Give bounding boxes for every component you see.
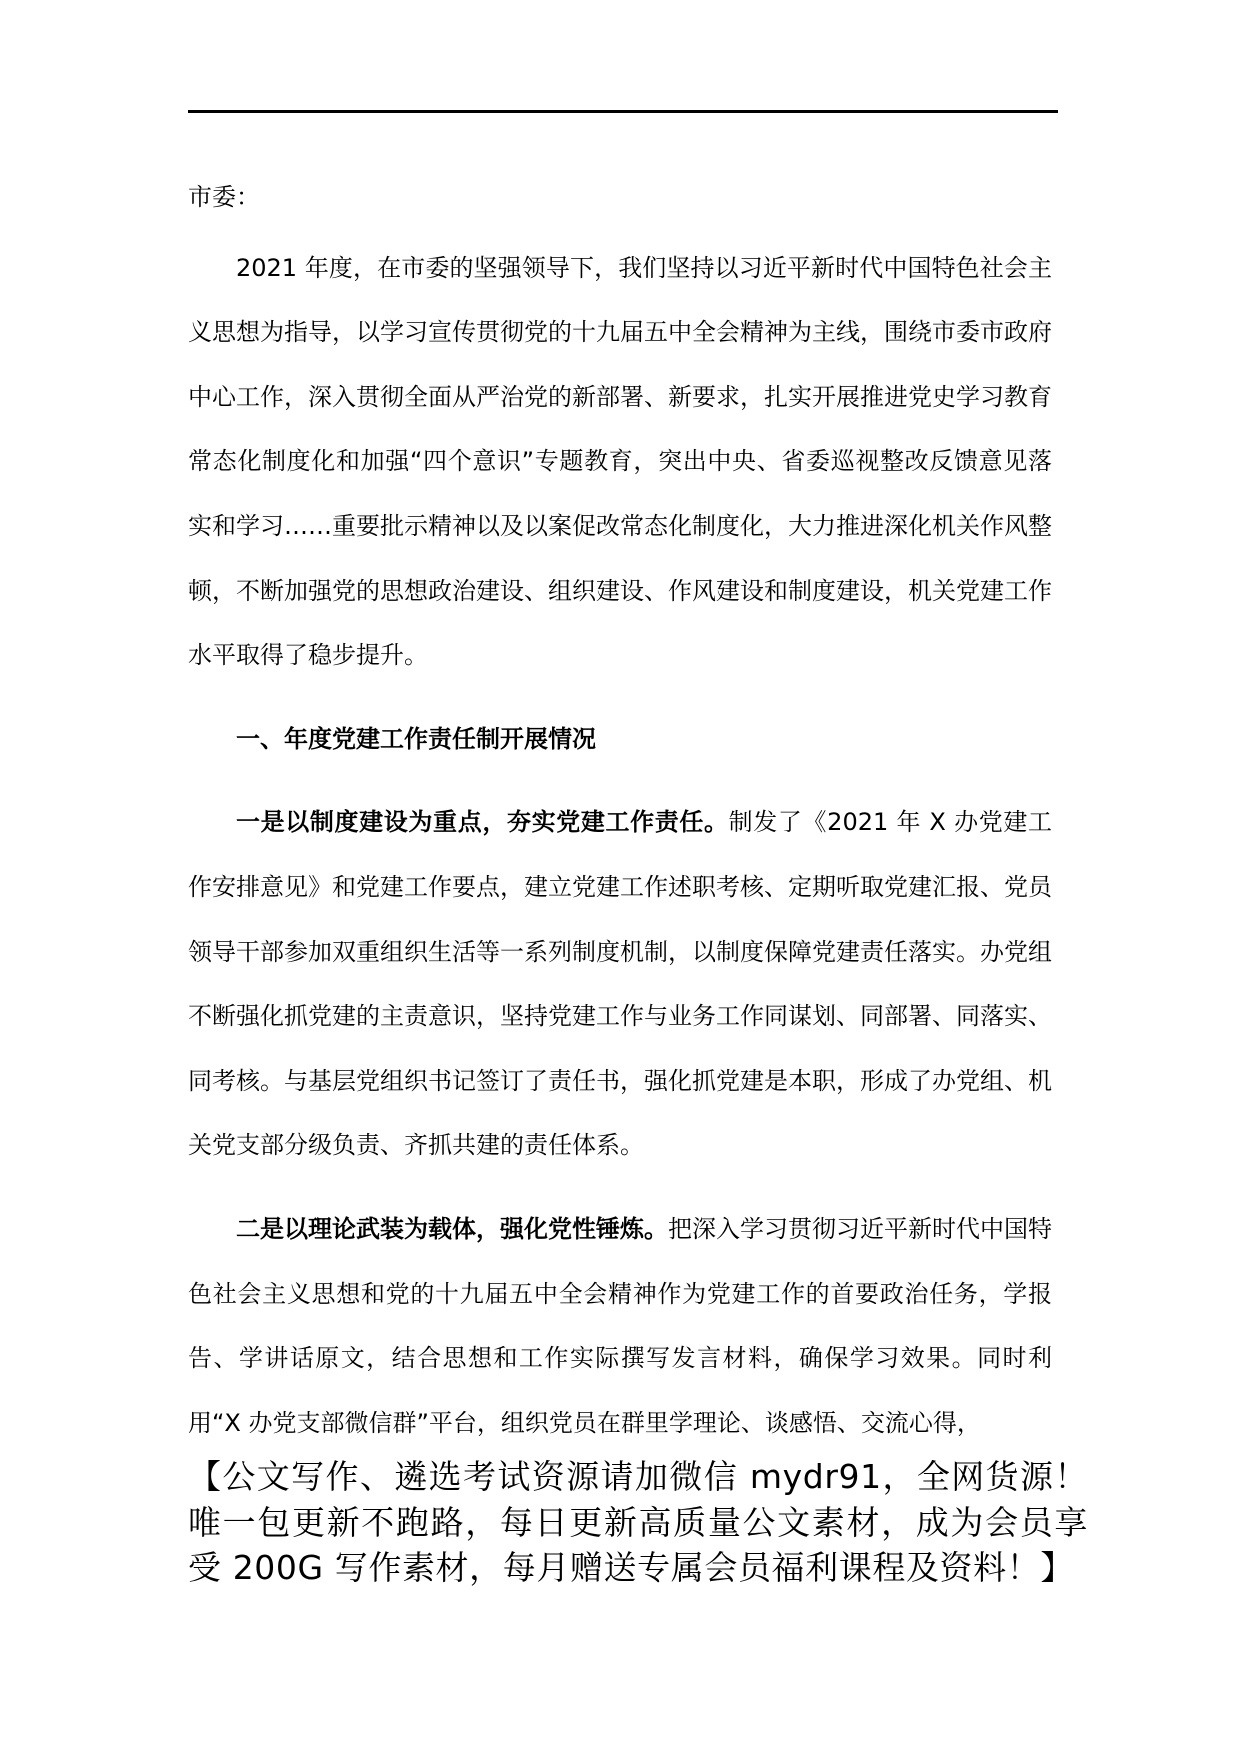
item-text-2: 把深入学习贯彻习近平新时代中国特色社会主义思想和党的十九届五中全会精神作为党建工作的首要政治任务，学报告、学讲话原文，结合思想和工作实际撰写发言材料，确保学习效果。同时利用“X 办党支部微信群”平台，组织党员在群里学理论、谈感悟、交流心得， <box>188 1214 1052 1437</box>
header-rule <box>188 110 1058 113</box>
intro-paragraph: 2021 年度，在市委的坚强领导下，我们坚持以习近平新时代中国特色社会主义思想为指导，以学习宣传贯彻党的十九届五中全会精神为主线，围绕市委市政府中心工作，深入贯彻全面从严治党的新部署、新要求，扎实开展推进党史学习教育常态化制度化和加强“四个意识”专题教育，突出中央、省委巡视整改反馈意见落实和学习……重要批示精神以及以案促改常态化制度化，大力推进深化机关作风整顿，不断加强党的思想政治建设、组织建设、作风建设和制度建设，机关党建工作水平取得了稳步提升。 <box>188 253 1052 670</box>
item-lead-2: 二是以理论武装为载体，强化党性锤炼。 <box>236 1214 668 1243</box>
item-paragraph-1 <box>188 790 1052 1178</box>
document-body <box>188 165 1052 1474</box>
salutation: 市委： <box>188 183 260 211</box>
item-paragraph-2 <box>188 1197 1052 1455</box>
section-heading: 一、年度党建工作责任制开展情况 <box>236 724 596 753</box>
item-lead-1: 一是以制度建设为重点，夯实党建工作责任。 <box>236 808 729 837</box>
item-text-1: 制发了《2021 年 X 办党建工作安排意见》和党建工作要点，建立党建工作述职考核、定期听取党建汇报、党员领导干部参加双重组织生活等一系列制度机制，以制度保障党建责任落实。办党组不断强化抓党建的主责意识，坚持党建工作与业务工作同谋划、同部署、同落实、同考核。与基层党组织书记签订了责任书，强化抓党建是本职，形成了办党组、机关党支部分级负责、齐抓共建的责任体系。 <box>188 808 1052 1160</box>
promo-banner: 【公文写作、遴选考试资源请加微信 mydr91，全网货源！唯一包更新不跑路，每日更新高质量公文素材，成为会员享受 200G 写作素材，每月赠送专属会员福利课程及资料！】 <box>188 1457 1088 1587</box>
